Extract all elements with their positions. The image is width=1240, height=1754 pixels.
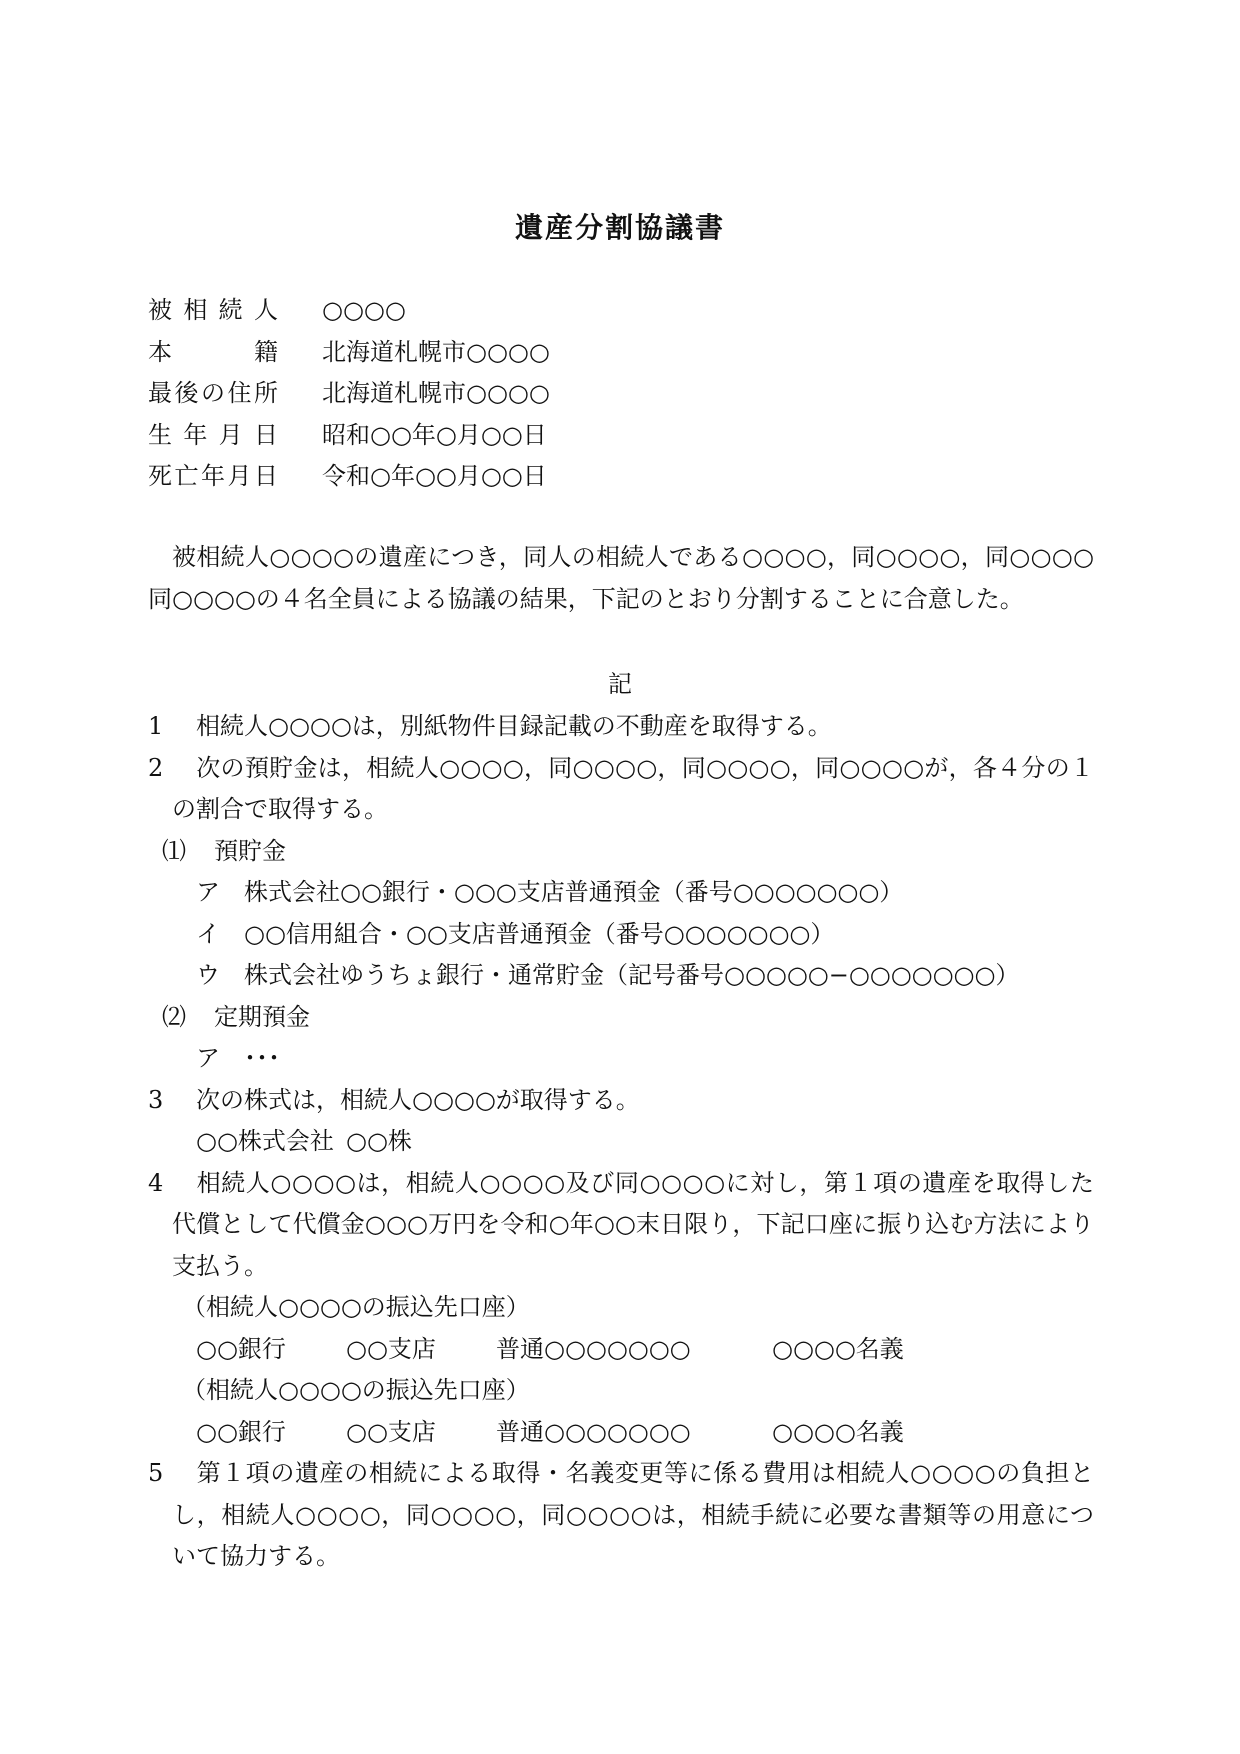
info-label: 被相続人 xyxy=(148,296,278,324)
info-label: 最後の住所 xyxy=(148,379,278,407)
list-mark: ウ xyxy=(196,961,220,989)
item-3 xyxy=(148,1080,1094,1122)
account-line xyxy=(148,1329,1094,1371)
account-branch: ○○支店 xyxy=(346,1417,436,1446)
document-title: 遺産分割協議書 xyxy=(514,211,725,244)
sub-heading-time-deposit xyxy=(148,997,1094,1039)
agreement-items xyxy=(148,706,1094,1578)
list-item xyxy=(148,914,1094,956)
account-number: 普通○○○○○○○ xyxy=(496,1334,691,1363)
item-number: 4 xyxy=(148,1168,164,1197)
item-1 xyxy=(148,706,1094,748)
item-number: 5 xyxy=(148,1459,164,1487)
account-holder: ○○○○名義 xyxy=(772,1334,904,1363)
item-text: 第１項の遺産の相続による取得・名義変更等に係る費用は相続人○○○○の負担とし，相続人○○○○，同○○○○，同○○○○は，相続手続に必要な書類等の用意について協力する。 xyxy=(172,1459,1094,1570)
sub-label: 定期預金 xyxy=(214,1002,310,1031)
sub-number: ⑵ xyxy=(162,1002,186,1031)
info-label: 死亡年月日 xyxy=(148,462,278,490)
list-mark: イ xyxy=(196,919,220,948)
list-item xyxy=(148,955,1094,997)
account-branch: ○○支店 xyxy=(346,1334,436,1363)
item-text: 次の株式は，相続人○○○○が取得する。 xyxy=(196,1085,640,1114)
sub-label: 預貯金 xyxy=(214,836,286,865)
list-item xyxy=(148,872,1094,914)
list-mark: ア xyxy=(196,1044,220,1072)
list-item xyxy=(148,1038,1094,1080)
account-bank: ○○銀行 xyxy=(196,1334,286,1363)
item-5 xyxy=(148,1453,1094,1578)
ki-heading: 記 xyxy=(608,670,632,698)
item-number: 2 xyxy=(148,753,164,782)
list-text: 株式会社○○銀行・○○○支店普通預金（番号○○○○○○○） xyxy=(244,878,904,906)
info-value: 北海道札幌市○○○○ xyxy=(322,337,550,366)
account-holder: ○○○○名義 xyxy=(772,1417,904,1446)
info-value: 北海道札幌市○○○○ xyxy=(322,379,550,407)
account-heading: （相続人○○○○の振込先口座） xyxy=(182,1376,530,1404)
stock-company: ○○株式会社 xyxy=(196,1127,334,1155)
info-label: 本籍 xyxy=(148,337,278,366)
item-4 xyxy=(148,1163,1094,1288)
account-line xyxy=(148,1412,1094,1454)
sub-heading-savings xyxy=(148,831,1094,873)
item-text: 相続人○○○○は，相続人○○○○及び同○○○○に対し，第１項の遺産を取得した代償として代償金○○○万円を令和○年○○末日限り，下記口座に振り込む方法により支払う。 xyxy=(172,1168,1094,1280)
item-number: 1 xyxy=(148,712,164,740)
intro-paragraph: 被相続人○○○○の遺産につき，同人の相続人である○○○○，同○○○○，同○○○○同○○○○の４名全員による協議の結果，下記のとおり分割することに合意した。 xyxy=(148,543,1094,613)
info-label: 生年月日 xyxy=(148,420,278,449)
account-heading: （相続人○○○○の振込先口座） xyxy=(182,1293,530,1321)
list-text: ･･･ xyxy=(244,1044,280,1072)
stock-line xyxy=(148,1121,1094,1163)
stock-count: ○○株 xyxy=(346,1127,412,1155)
info-value: 昭和○○年○月○○日 xyxy=(322,420,547,449)
item-text: 次の預貯金は，相続人○○○○，同○○○○，同○○○○，同○○○○が，各４分の１の割合で取得する。 xyxy=(172,753,1094,823)
info-value: 令和○年○○月○○日 xyxy=(322,462,547,490)
list-mark: ア xyxy=(196,878,220,906)
item-2 xyxy=(148,748,1094,831)
account-number: 普通○○○○○○○ xyxy=(496,1417,691,1446)
item-number: 3 xyxy=(148,1085,164,1114)
account-bank: ○○銀行 xyxy=(196,1417,286,1446)
list-text: ○○信用組合・○○支店普通預金（番号○○○○○○○） xyxy=(244,919,835,948)
info-value: ○○○○ xyxy=(322,296,406,324)
list-text: 株式会社ゆうちょ銀行・通常貯金（記号番号○○○○○−○○○○○○○） xyxy=(244,961,1020,989)
sub-number: ⑴ xyxy=(162,836,186,865)
item-text: 相続人○○○○は，別紙物件目録記載の不動産を取得する。 xyxy=(196,712,832,740)
